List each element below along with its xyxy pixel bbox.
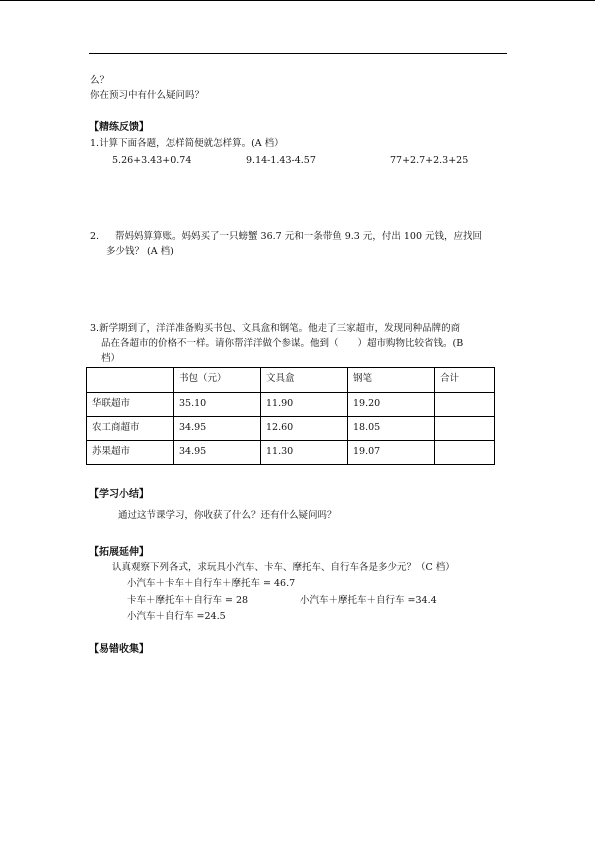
question-1-text: 1.计算下面各题，怎样简便就怎样算。(A 档） <box>90 138 284 149</box>
intro-line-1: 么？ <box>90 75 110 86</box>
question-1-expression-3: 77+2.7+2.3+25 <box>390 155 469 166</box>
equation-4: 小汽车＋自行车 =24.5 <box>127 611 226 622</box>
practice-heading: 【精练反馈】 <box>89 122 149 133</box>
question-2-number: 2. <box>90 231 100 242</box>
table-cell: 苏果超市 <box>87 441 174 465</box>
table-header-cell: 合计 <box>435 368 495 393</box>
equation-3: 小汽车＋摩托车＋自行车 =34.4 <box>300 595 437 606</box>
question-2-line-1: 帮妈妈算算账。妈妈买了一只螃蟹 36.7 元和一条带鱼 9.3 元，付出 100 元钱，应找回 <box>115 231 483 242</box>
table-cell: 34.95 <box>174 417 261 441</box>
table-cell: 11.30 <box>261 441 348 465</box>
table-cell <box>435 441 495 465</box>
table-cell: 34.95 <box>174 441 261 465</box>
question-1-expression-2: 9.14-1.43-4.57 <box>246 155 316 166</box>
table-row <box>87 441 495 465</box>
header-rule <box>89 53 507 54</box>
errors-heading: 【易错收集】 <box>89 644 149 655</box>
table-header-cell <box>87 368 174 393</box>
table-cell: 华联超市 <box>87 393 174 417</box>
extension-heading: 【拓展延伸】 <box>89 547 149 558</box>
question-3-line-2: 品在各超市的价格不一样。请你帮洋洋做个参谋。他到（ ）超市购物比较省钱。(B <box>101 338 464 349</box>
table-cell: 12.60 <box>261 417 348 441</box>
table-cell: 35.10 <box>174 393 261 417</box>
table-header-row <box>87 368 495 393</box>
table-cell: 19.07 <box>348 441 435 465</box>
table-header-cell: 书包（元） <box>174 368 261 393</box>
extension-instruction: 认真观察下列各式，求玩具小汽车、卡车、摩托车、自行车各是多少元？（C 档） <box>112 562 455 573</box>
page-top-border <box>0 0 595 1</box>
table-cell: 18.05 <box>348 417 435 441</box>
table-cell: 19.20 <box>348 393 435 417</box>
table-cell <box>435 417 495 441</box>
table-header-cell: 钢笔 <box>348 368 435 393</box>
table-header-cell: 文具盒 <box>261 368 348 393</box>
question-3-line-1: 3.新学期到了，洋洋准备购买书包、文具盒和钢笔。他走了三家超市，发现同种品牌的商 <box>90 323 461 334</box>
equation-2: 卡车＋摩托车＋自行车 = 28 <box>127 595 249 606</box>
table-cell: 农工商超市 <box>87 417 174 441</box>
summary-heading: 【学习小结】 <box>89 489 149 500</box>
price-table <box>86 367 495 465</box>
question-2-line-2: 多少钱？ (A 档) <box>106 246 174 257</box>
summary-text: 通过这节课学习，你收获了什么？还有什么疑问吗？ <box>118 510 337 521</box>
table-cell: 11.90 <box>261 393 348 417</box>
table-row <box>87 417 495 441</box>
question-3-line-3: 档） <box>101 353 121 364</box>
table-row <box>87 393 495 417</box>
table-cell <box>435 393 495 417</box>
intro-line-2: 你在预习中有什么疑问吗？ <box>90 90 205 101</box>
question-1-expression-1: 5.26+3.43+0.74 <box>112 155 192 166</box>
equation-1: 小汽车＋卡车＋自行车＋摩托车 = 46.7 <box>127 578 296 589</box>
